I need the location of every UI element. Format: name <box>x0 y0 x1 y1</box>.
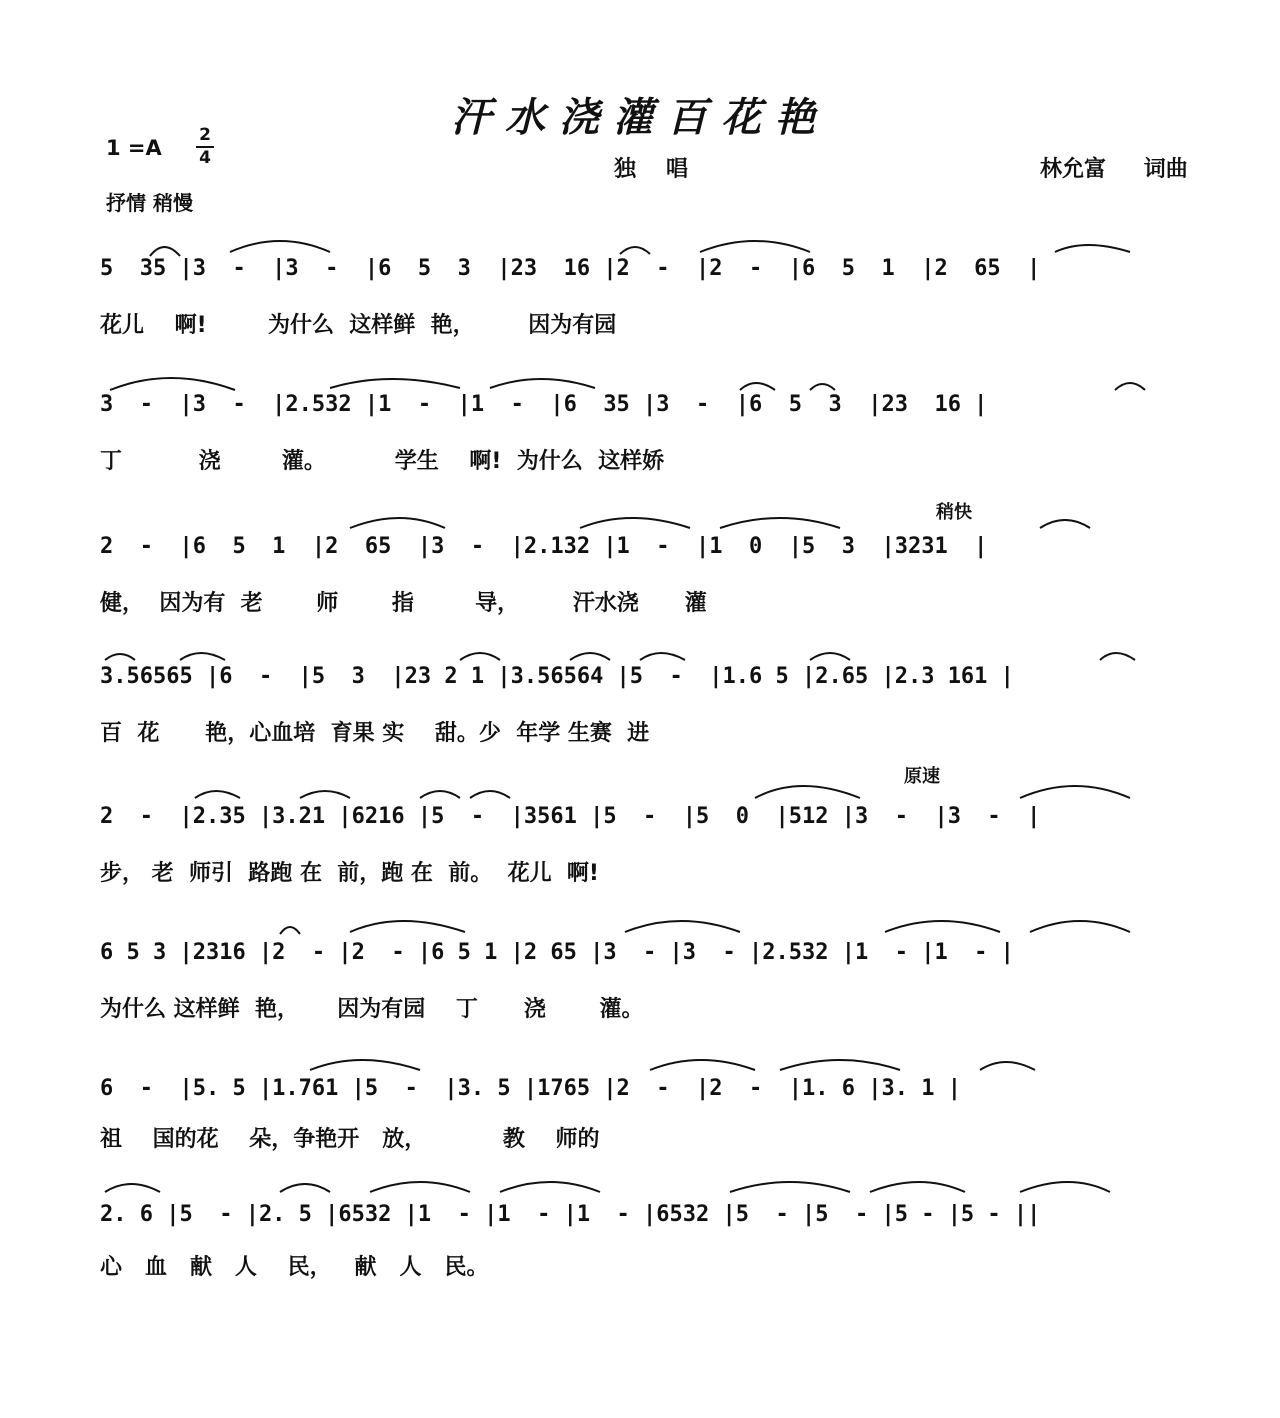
lyric-line: 心 血 献 人 民， 献 人 民。 <box>100 1255 489 1280</box>
lyric-line: 百 花 艳，心血培 育果 实 甜。少 年学 生赛 进 <box>100 721 650 746</box>
tempo-faster-mark: 稍快 <box>936 502 972 523</box>
notation-line: 6 5 3 |2316 |2 - |2 - |6 5 1 |2 65 |3 - |3 - |2.532 |1 - |1 - | <box>100 940 1014 965</box>
tempo-marking: 抒情 稍慢 <box>106 191 193 215</box>
lyric-line: 健， 因为有 老 师 指 导， 汗水浇 灌 <box>100 591 707 616</box>
song-title: 汗水浇灌百花艳 <box>451 94 829 141</box>
notation-line: 5 35 |3 - |3 - |6 5 3 |23 16 |2 - |2 - |6 5 1 |2 65 | <box>100 256 1041 281</box>
notation-line: 2 - |2.35 |3.21 |6216 |5 - |3561 |5 - |5 0 |512 |3 - |3 - | <box>100 804 1041 829</box>
time-signature <box>194 126 216 168</box>
meter-bottom: 4 <box>199 148 211 168</box>
notation-line: 3.56565 |6 - |5 3 |23 2 1 |3.56564 |5 - |1.6 5 |2.65 |2.3 161 | <box>100 664 1014 689</box>
lyric-line: 花儿 啊! 为什么 这样鲜 艳， 因为有园 <box>100 313 617 338</box>
subtitle: 独唱 <box>614 157 719 182</box>
tempo-original-mark: 原速 <box>904 766 940 787</box>
lyric-line: 丁 浇 灌。 学生 啊! 为什么 这样娇 <box>100 449 665 474</box>
notation-line: 2. 6 |5 - |2. 5 |6532 |1 - |1 - |1 - |6532 |5 - |5 - |5 - |5 - || <box>100 1202 1041 1227</box>
author-role: 词曲 <box>1143 157 1188 182</box>
lyric-line: 步， 老 师引 路跑 在 前，跑 在 前。 花儿 啊! <box>100 861 599 886</box>
key-signature: 1 =A <box>106 136 162 160</box>
notation-line: 3 - |3 - |2.532 |1 - |1 - |6 35 |3 - |6 5 3 |23 16 | <box>100 392 988 417</box>
lyric-line: 祖 国的花 朵，争艳开 放， 教 师的 <box>100 1127 600 1152</box>
author-name: 林允富 <box>1040 157 1107 182</box>
lyric-line: 为什么 这样鲜 艳， 因为有园 丁 浇 灌。 <box>100 997 644 1022</box>
notation-line: 6 - |5. 5 |1.761 |5 - |3. 5 |1765 |2 - |2 - |1. 6 |3. 1 | <box>100 1076 961 1101</box>
notation-line: 2 - |6 5 1 |2 65 |3 - |2.132 |1 - |1 0 |5 3 |3231 | <box>100 534 988 559</box>
author-credit <box>1040 152 1188 183</box>
meter-top: 2 <box>199 125 211 145</box>
